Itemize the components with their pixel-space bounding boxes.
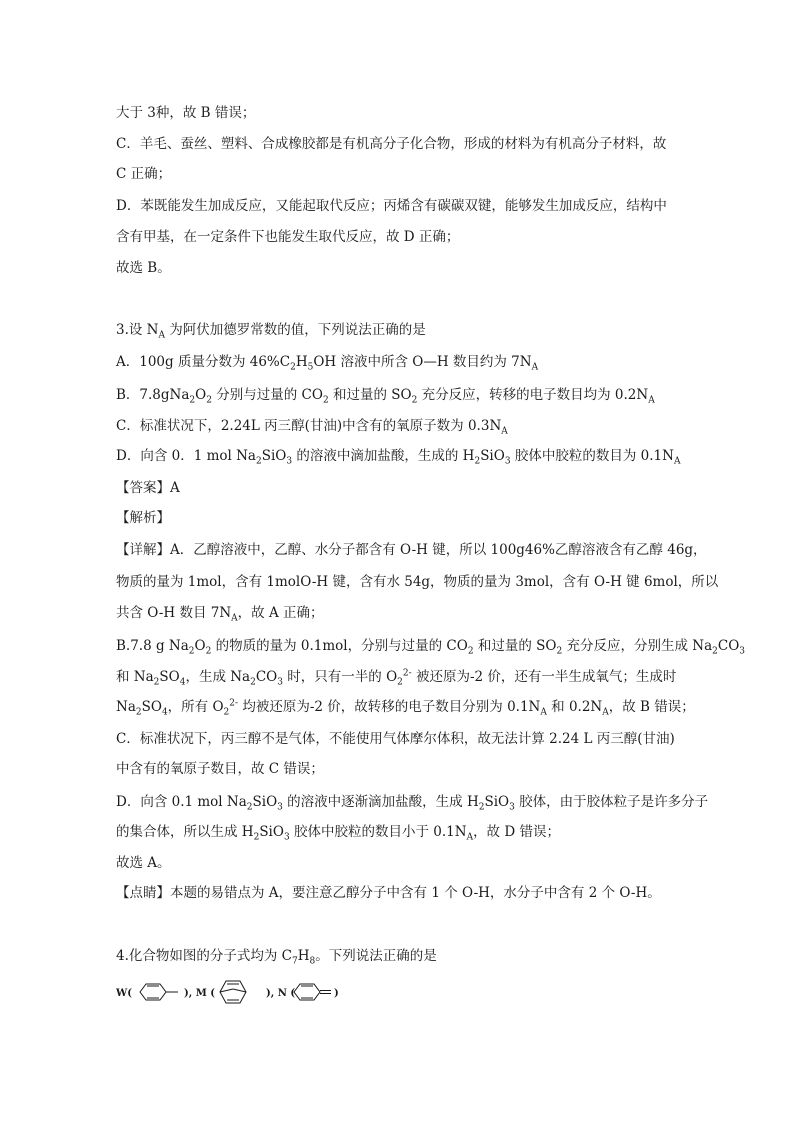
label-m: ), M ( bbox=[184, 988, 215, 999]
label-n: ), N ( bbox=[266, 988, 296, 999]
answer-label: 【答案】A bbox=[116, 480, 180, 496]
toluene-structure-icon bbox=[140, 984, 178, 1000]
text-line: 共含 O-H 数目 $7N_A$，故 A 正确； bbox=[116, 605, 324, 624]
text-line: 和 $Na_2SO_4$，生成 $Na_2CO_3$ 时，只有一半的 $O_2^{2-}$ 被还原为-2 价，还有一半生成氧气；生成时 bbox=[116, 668, 677, 688]
text-line: C．羊毛、蚕丝、塑料、合成橡胶都是有机高分子化合物，形成的材料为有机高分子材料，故 bbox=[116, 136, 667, 152]
question-stem: 3.设 $N_A$ 为阿伏加德罗常数的值，下列说法正确的是 bbox=[116, 322, 426, 341]
text-line: 【详解】A．乙醇溶液中，乙醇、水分子都含有 O-H 键，所以 100g46%乙醇溶液含有乙醇 46g， bbox=[116, 542, 707, 558]
text-line: D．苯既能发生加成反应，又能起取代反应；丙烯含有碳碳双键，能够发生加成反应，结构中 bbox=[116, 198, 667, 214]
text-line: 含有甲基，在一定条件下也能发生取代反应，故 D 正确； bbox=[116, 229, 460, 245]
bicyclic-structure-icon bbox=[220, 981, 246, 1003]
option-c: C．标准状况下，2.24L 丙三醇(甘油)中含有的氧原子数为 $0.3N_A$ bbox=[116, 418, 508, 437]
text-line: 中含有的氧原子数目，故 C 错误； bbox=[116, 761, 324, 777]
text-line: C．标准状况下，丙三醇不是气体，不能使用气体摩尔体积，故无法计算 2.24 L 丙三醇(甘油) bbox=[116, 731, 675, 747]
structure-formulas bbox=[116, 976, 346, 1008]
label-end: ) bbox=[334, 988, 339, 999]
text-line: 的集合体，所以生成 $H_2SiO_3$ 胶体中胶粒的数目小于 $0.1N_A$，故 D 错误； bbox=[116, 824, 560, 843]
text-line: B.7.8 g $Na_2O_2$ 的物质的量为 0.1mol，分别与过量的 $CO_2$ 和过量的 $SO_2$ 充分反应，分别生成 $Na_2CO_3$ bbox=[116, 638, 746, 657]
text-line: $Na_2SO_4$，所有 $O_2^{2-}$ 均被还原为-2 价，故转移的电子数目分别为 $0.1N_A$ 和 $0.2N_A$，故 B 错误； bbox=[116, 698, 695, 718]
text-line: C 正确； bbox=[116, 166, 172, 182]
text-line: 故选 B。 bbox=[116, 260, 171, 276]
label-w: W( bbox=[116, 988, 132, 999]
text-line: D．向含 0.1 mol $Na_2SiO_3$ 的溶液中逐渐滴加盐酸，生成 $H_2SiO_3$ 胶体，由于胶体粒子是许多分子 bbox=[116, 794, 709, 813]
methylene-ring-structure-icon bbox=[294, 984, 331, 1000]
question-stem: 4.化合物如图的分子式均为 $C_7H_8$。下列说法正确的是 bbox=[116, 948, 437, 967]
tip-line: 【点睛】本题的易错点为 A，要注意乙醇分子中含有 1 个 O-H，水分子中含有 2 个 O-H。 bbox=[116, 885, 661, 901]
option-a: A．100g 质量分数为 $46\%C_2H_5OH$ 溶液中所含 O—H 数目约为 $7N_A$ bbox=[116, 354, 539, 373]
option-b: B．$7.8gNa_2O_2$ 分别与过量的 $CO_2$ 和过量的 $SO_2$ 充分反应，转移的电子数目均为 $0.2N_A$ bbox=[116, 387, 655, 406]
analysis-label: 【解析】 bbox=[116, 510, 170, 526]
text-line: 大于 3种，故 B 错误； bbox=[116, 105, 256, 121]
option-d: D．向含 0．1 mol $Na_2SiO_3$ 的溶液中滴加盐酸，生成的 $H_2SiO_3$ 胶体中胶粒的数目为 $0.1N_A$ bbox=[116, 448, 681, 467]
text-line: 物质的量为 1mol，含有 1molO-H 键，含有水 54g，物质的量为 3mol，含有 O-H 键 6mol，所以 bbox=[116, 574, 719, 590]
text-line: 故选 A。 bbox=[116, 855, 171, 871]
